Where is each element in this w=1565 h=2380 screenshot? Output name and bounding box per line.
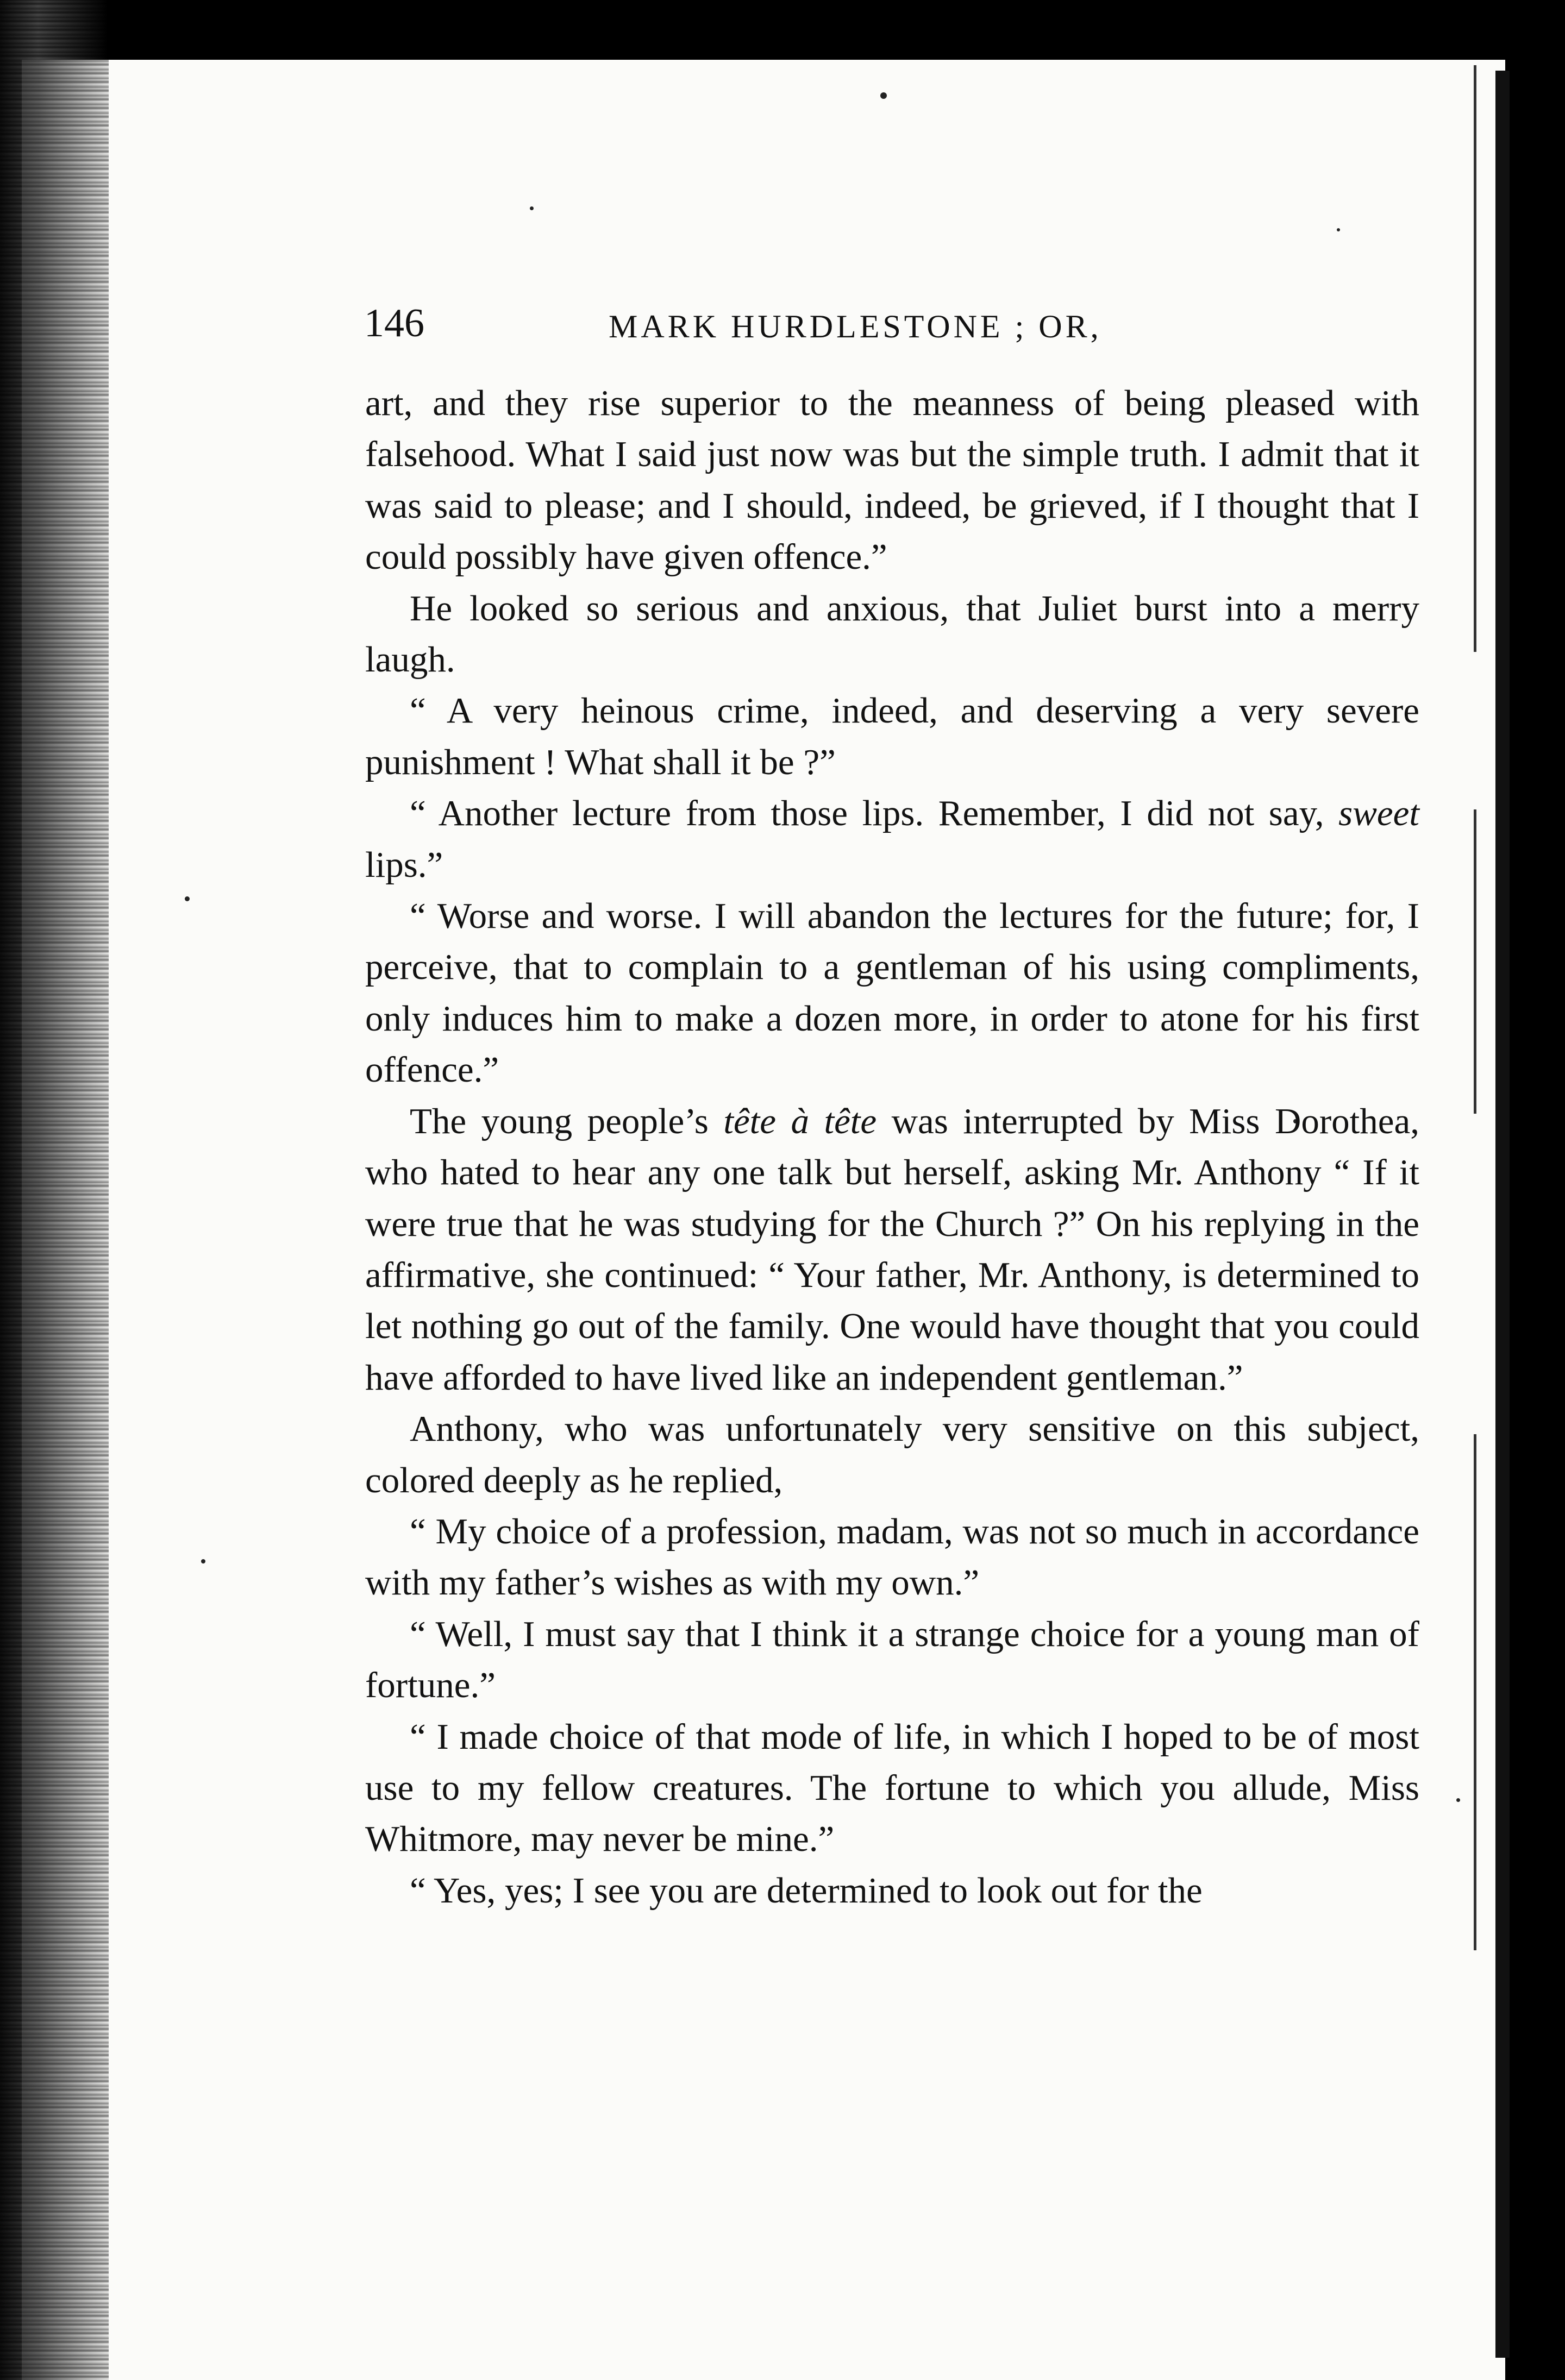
paragraph	[365, 1506, 1419, 1609]
edge-mark	[1474, 1434, 1476, 1950]
speck	[185, 896, 190, 901]
edge-mark	[1474, 809, 1476, 1114]
paragraph	[365, 788, 1419, 890]
speck	[1456, 1798, 1460, 1802]
page-number: 146	[364, 301, 424, 346]
emphasis-text: tête à tête	[723, 1101, 877, 1141]
paragraph-text: “ I made choice of that mode of life, in which I hoped to be of most use to my fellow creatures. The fortune to which you allude, Miss Whitmore, may never be mine.”	[365, 1716, 1419, 1860]
paragraph	[365, 1865, 1419, 1916]
paragraph-text: “ Well, I must say that I think it a strange choice for a young man of fortune.”	[365, 1613, 1419, 1706]
paragraph-text: He looked so serious and anxious, that Juliet burst into a merry laugh.	[365, 588, 1419, 680]
paragraph-text: art, and they rise superior to the meanness of being pleased with falsehood. What I said just now was but the simple truth. I admit that it was said to please; and I should, indeed, be grieved, if I thought that I could possibly have given offence.”	[365, 383, 1419, 577]
paragraph	[365, 583, 1419, 686]
page-header	[364, 296, 1451, 361]
paragraph-text: “ Another lecture from those lips. Remember, I did not say,	[410, 793, 1339, 834]
paragraph-text: “ Yes, yes; I see you are determined to look out for the	[410, 1870, 1203, 1911]
emphasis-text: sweet	[1338, 793, 1419, 834]
speck	[530, 206, 534, 210]
paragraph-text: “ My choice of a profession, madam, was not so much in accordance with my father’s wishes as with my own.”	[365, 1511, 1419, 1603]
right-page-edge	[1495, 71, 1510, 2358]
paragraph	[365, 1096, 1419, 1403]
paragraph	[365, 685, 1419, 788]
paragraph	[365, 1609, 1419, 1711]
paragraph-text: “ A very heinous crime, indeed, and deserving a very severe punishment ! What shall it be ?”	[365, 690, 1419, 782]
paragraph-text: was interrupted by Miss Dorothea, who hated to hear any one talk but herself, asking Mr. Anthony “ If it were true that he was studying for the Church ?” On his replying in the affirmative, she continued: “ Your father, Mr. Anthony, is determined to let nothing go out of the family. One would have thought that you could have afforded to have lived like an independent gentleman.”	[365, 1101, 1419, 1398]
speck	[1337, 228, 1340, 231]
paragraph	[365, 1711, 1419, 1865]
paragraph	[365, 890, 1419, 1096]
speck	[201, 1559, 205, 1563]
running-head: MARK HURDLESTONE ; OR,	[609, 309, 1102, 344]
body-text	[365, 378, 1419, 1916]
paragraph-text: The young people’s	[410, 1101, 724, 1141]
paragraph-text: “ Worse and worse. I will abandon the lectures for the future; for, I perceive, that to complain to a gentleman of his using compliments, only induces him to make a dozen more, in order to atone for his first offence.”	[365, 896, 1419, 1090]
right-dark-border	[1522, 0, 1565, 2380]
paragraph	[365, 1403, 1419, 1506]
edge-mark	[1474, 65, 1476, 652]
speck	[880, 92, 887, 99]
paragraph-text: Anthony, who was unfortunately very sensitive on this subject, colored deeply as he replied,	[365, 1409, 1419, 1500]
paragraph-text: lips.”	[365, 844, 443, 885]
left-binding-edge	[0, 0, 109, 2380]
paragraph	[365, 378, 1419, 583]
